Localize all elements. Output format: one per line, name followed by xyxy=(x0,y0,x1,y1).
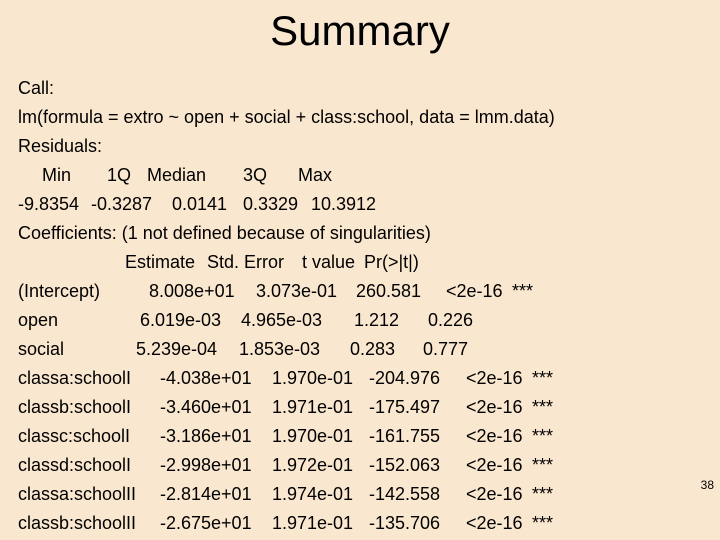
coef-std-error: 1.853e-03 xyxy=(239,339,321,359)
coef-signif: *** xyxy=(532,368,554,388)
coef-estimate: -2.998e+01 xyxy=(160,455,252,475)
coef-signif: *** xyxy=(512,281,534,301)
coef-header-std-error: Std. Error xyxy=(207,252,285,272)
coef-std-error: 1.974e-01 xyxy=(272,484,354,504)
coef-estimate: 5.239e-04 xyxy=(136,339,218,359)
coef-estimate: -3.186e+01 xyxy=(160,426,252,446)
coef-std-error: 1.971e-01 xyxy=(272,513,354,533)
residual-value-1q: -0.3287 xyxy=(91,194,153,214)
coef-t-value: -152.063 xyxy=(369,455,441,475)
coef-signif: *** xyxy=(532,455,554,475)
coef-term: classc:schoolI xyxy=(18,426,131,446)
coef-p-value: <2e-16 xyxy=(466,513,523,533)
coef-t-value: -204.976 xyxy=(369,368,441,388)
coef-std-error: 1.970e-01 xyxy=(272,426,354,446)
coef-t-value: -175.497 xyxy=(369,397,441,417)
coef-p-value: <2e-16 xyxy=(466,484,523,504)
page-number: 38 xyxy=(700,478,714,492)
residual-header-max: Max xyxy=(298,165,333,185)
coef-t-value: 1.212 xyxy=(354,310,400,330)
coef-signif: *** xyxy=(532,397,554,417)
residual-header-1q: 1Q xyxy=(107,165,132,185)
coef-t-value: -142.558 xyxy=(369,484,441,504)
residuals-label: Residuals: xyxy=(18,136,103,156)
coef-term: classd:schoolI xyxy=(18,455,132,475)
coef-p-value: <2e-16 xyxy=(466,368,523,388)
coef-std-error: 1.970e-01 xyxy=(272,368,354,388)
coef-std-error: 1.972e-01 xyxy=(272,455,354,475)
coef-p-value: <2e-16 xyxy=(466,397,523,417)
call-label: Call: xyxy=(18,78,55,98)
coef-estimate: -3.460e+01 xyxy=(160,397,252,417)
coef-estimate: -2.675e+01 xyxy=(160,513,252,533)
coef-signif: *** xyxy=(532,426,554,446)
residual-header-3q: 3Q xyxy=(243,165,268,185)
coefficients-label: Coefficients: (1 not defined because of singularities) xyxy=(18,223,431,243)
coef-estimate: -4.038e+01 xyxy=(160,368,252,388)
coef-term: classa:schoolI xyxy=(18,368,132,388)
coef-header-p-value: Pr(>|t|) xyxy=(364,252,419,272)
coef-header-estimate: Estimate xyxy=(125,252,196,272)
coef-t-value: 260.581 xyxy=(356,281,422,301)
residual-value-3q: 0.3329 xyxy=(243,194,299,214)
coef-p-value: 0.226 xyxy=(428,310,474,330)
coef-t-value: -161.755 xyxy=(369,426,441,446)
coef-term: classb:schoolI xyxy=(18,397,132,417)
coef-term: classa:schoolII xyxy=(18,484,137,504)
coef-term: open xyxy=(18,310,59,330)
slide-title: Summary xyxy=(270,7,450,54)
coef-std-error: 3.073e-01 xyxy=(256,281,338,301)
coef-p-value: <2e-16 xyxy=(466,455,523,475)
coef-term: social xyxy=(18,339,65,359)
residual-value-min: -9.8354 xyxy=(18,194,80,214)
coef-term: classb:schoolII xyxy=(18,513,137,533)
coef-header-t-value: t value xyxy=(302,252,356,272)
coef-t-value: -135.706 xyxy=(369,513,441,533)
coef-estimate: -2.814e+01 xyxy=(160,484,252,504)
coef-estimate: 8.008e+01 xyxy=(149,281,235,301)
coef-std-error: 4.965e-03 xyxy=(241,310,323,330)
coef-p-value: 0.777 xyxy=(423,339,469,359)
coef-estimate: 6.019e-03 xyxy=(140,310,222,330)
coef-term: (Intercept) xyxy=(18,281,101,301)
call-formula: lm(formula = extro ~ open + social + class:school, data = lmm.data) xyxy=(18,107,555,127)
coef-p-value: <2e-16 xyxy=(466,426,523,446)
residual-value-max: 10.3912 xyxy=(311,194,377,214)
coef-signif: *** xyxy=(532,484,554,504)
residual-header-min: Min xyxy=(42,165,72,185)
residual-value-median: 0.0141 xyxy=(172,194,228,214)
residual-header-median: Median xyxy=(147,165,207,185)
coef-t-value: 0.283 xyxy=(350,339,396,359)
coef-signif: *** xyxy=(532,513,554,533)
coef-p-value: <2e-16 xyxy=(446,281,503,301)
coef-std-error: 1.971e-01 xyxy=(272,397,354,417)
